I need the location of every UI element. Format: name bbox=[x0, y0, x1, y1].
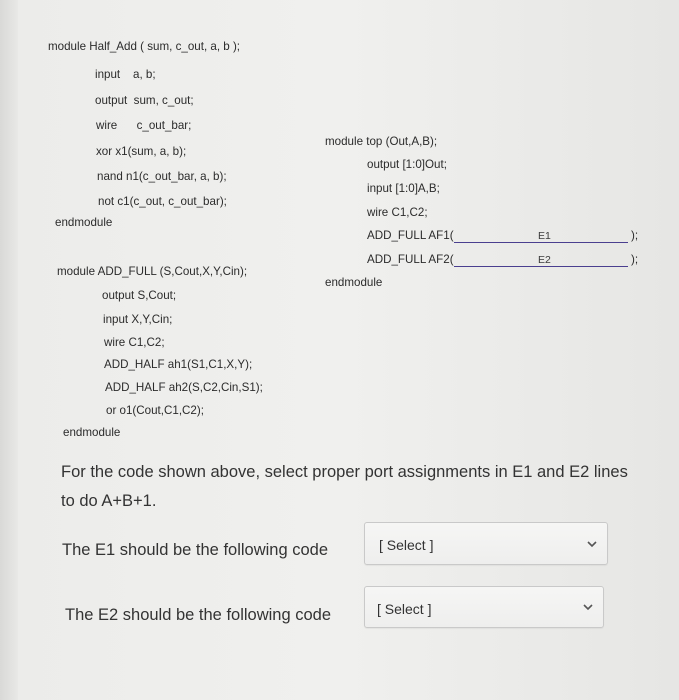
e2-prompt: The E2 should be the following code bbox=[65, 606, 332, 624]
chevron-down-icon bbox=[586, 538, 598, 550]
af1-tail: ); bbox=[631, 229, 639, 242]
page-edge bbox=[0, 0, 18, 700]
half-add-line: not c1(c_out, c_out_bar); bbox=[98, 195, 227, 208]
add-full-header: module ADD_FULL (S,Cout,X,Y,Cin); bbox=[57, 265, 248, 278]
add-full-line: ADD_HALF ah2(S,C2,Cin,S1); bbox=[105, 381, 263, 394]
chevron-down-icon bbox=[582, 601, 594, 613]
half-add-line: input a, b; bbox=[95, 68, 156, 81]
e1-blank-line bbox=[454, 242, 628, 243]
e1-label: E1 bbox=[538, 230, 551, 242]
e1-prompt: The E1 should be the following code bbox=[62, 541, 329, 559]
half-add-end: endmodule bbox=[55, 216, 113, 229]
e2-label: E2 bbox=[538, 254, 551, 266]
half-add-line: wire c_out_bar; bbox=[96, 119, 192, 132]
top-line: input [1:0]A,B; bbox=[367, 182, 440, 195]
half-add-line: xor x1(sum, a, b); bbox=[96, 145, 187, 158]
af1-prefix: ADD_FULL AF1( bbox=[367, 229, 454, 242]
add-full-line: wire C1,C2; bbox=[104, 336, 165, 349]
add-full-line: ADD_HALF ah1(S1,C1,X,Y); bbox=[104, 358, 253, 371]
half-add-line: nand n1(c_out_bar, a, b); bbox=[97, 170, 227, 183]
top-line: output [1:0]Out; bbox=[367, 158, 447, 171]
top-header: module top (Out,A,B); bbox=[325, 135, 438, 148]
e2-blank-line bbox=[454, 266, 628, 267]
e2-select-value: [ Select ] bbox=[377, 601, 432, 617]
e1-select-value: [ Select ] bbox=[379, 537, 434, 553]
e2-select[interactable] bbox=[364, 586, 604, 628]
af2-tail: ); bbox=[631, 253, 639, 266]
add-full-line: output S,Cout; bbox=[102, 289, 177, 302]
add-full-line: input X,Y,Cin; bbox=[103, 313, 173, 326]
half-add-line: output sum, c_out; bbox=[95, 94, 194, 107]
top-line: wire C1,C2; bbox=[367, 206, 428, 219]
af2-prefix: ADD_FULL AF2( bbox=[367, 253, 454, 266]
add-full-line: or o1(Cout,C1,C2); bbox=[106, 404, 204, 417]
add-full-end: endmodule bbox=[63, 426, 121, 439]
half-add-header: module Half_Add ( sum, c_out, a, b ); bbox=[48, 40, 241, 53]
top-end: endmodule bbox=[325, 276, 383, 289]
question-text: For the code shown above, select proper port assignments in E1 and E2 lines to do A+B+1. bbox=[61, 463, 628, 510]
e1-select[interactable] bbox=[364, 522, 608, 565]
